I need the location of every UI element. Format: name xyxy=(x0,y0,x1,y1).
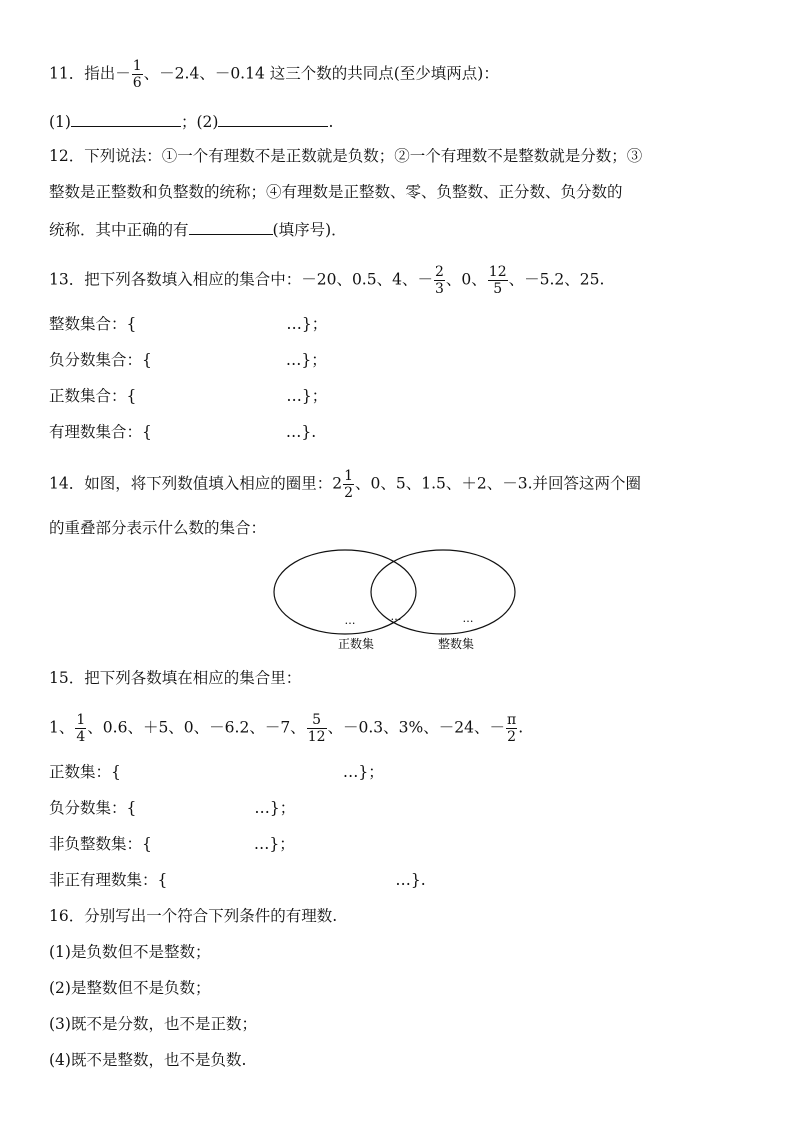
q11-stem: 11．指出－ $\frac{1}{6}$ 、－2.4、－0.14 这三个数的共同点(至少填两点)： xyxy=(49,58,499,91)
q11-answer-line: (1) ；(2) . xyxy=(49,110,333,132)
q14-line-2: 的重叠部分表示什么数的集合： xyxy=(49,519,267,537)
q13-stem: 13．把下列各数填入相应的集合中：－20、0.5、4、－ $\frac{2}{3}$ 、0、 $\frac{12}{5}$ 、－5.2、25. xyxy=(49,264,605,297)
q14-stem: 14．如图，将下列数值填入相应的圈里：2 $\frac{1}{2}$ 、0、5、1.5、＋2、－3.并回答这两个圈 xyxy=(49,468,642,501)
set-positive-numbers: 正数集：{ …}； xyxy=(49,763,384,781)
overlap-dots: … xyxy=(390,610,402,623)
q16-item-2: (2)是整数但不是负数； xyxy=(49,979,211,997)
answer-blank[interactable] xyxy=(189,218,273,235)
set-negative-fraction: 负分数集合：{ …}； xyxy=(49,351,327,369)
q12-line-3: 统称．其中正确的有 (填序号)． xyxy=(49,218,347,240)
set-negative-fractions: 负分数集：{ …}； xyxy=(49,799,296,817)
fraction: $\frac{5}{12}$ xyxy=(307,712,326,745)
set-integer: 整数集合：{ …}； xyxy=(49,315,328,333)
q12-line-2: 整数是正整数和负整数的统称；④有理数是正整数、零、负整数、正分数、负分数的 xyxy=(49,183,623,201)
answer-blank-2[interactable] xyxy=(218,110,328,127)
q12-line-1: 12．下列说法：①一个有理数不是正数就是负数；②一个有理数不是整数就是分数；③ xyxy=(49,147,643,165)
left-dots: … xyxy=(344,614,356,627)
set-positive: 正数集合：{ …}； xyxy=(49,387,328,405)
venn-diagram xyxy=(270,548,530,658)
integer-set-label: 整数集 xyxy=(437,637,475,651)
positive-set-label: 正数集 xyxy=(337,637,375,651)
answer-blank-1[interactable] xyxy=(71,110,181,127)
fraction: $\frac{1}{6}$ xyxy=(132,58,142,91)
q16-item-3: (3)既不是分数，也不是正数； xyxy=(49,1015,257,1033)
q16-item-4: (4)既不是整数，也不是负数. xyxy=(49,1051,247,1069)
fraction: $\frac{2}{3}$ xyxy=(434,264,444,297)
set-nonnegative-integers: 非负整数集：{ …}； xyxy=(49,835,295,853)
q15-numbers: 1、 $\frac{1}{4}$ 、0.6、＋5、0、－6.2、－7、 $\frac{5}{12}$ 、－0.3、3%、－24、－ $\frac{\pi}{2}$ . xyxy=(49,712,524,745)
fraction: $\frac{\pi}{2}$ xyxy=(506,712,517,745)
set-rational: 有理数集合：{ …}. xyxy=(49,423,317,441)
q15-title: 15．把下列各数填在相应的集合里： xyxy=(49,669,302,687)
fraction: $\frac{12}{5}$ xyxy=(488,264,507,297)
set-nonpositive-rationals: 非正有理数集：{ …}. xyxy=(49,871,426,889)
fraction: $\frac{1}{2}$ xyxy=(344,468,354,501)
q16-item-1: (1)是负数但不是整数； xyxy=(49,943,211,961)
right-dots: … xyxy=(462,612,474,625)
fraction: $\frac{1}{4}$ xyxy=(76,712,86,745)
q16-title: 16．分别写出一个符合下列条件的有理数. xyxy=(49,907,338,925)
